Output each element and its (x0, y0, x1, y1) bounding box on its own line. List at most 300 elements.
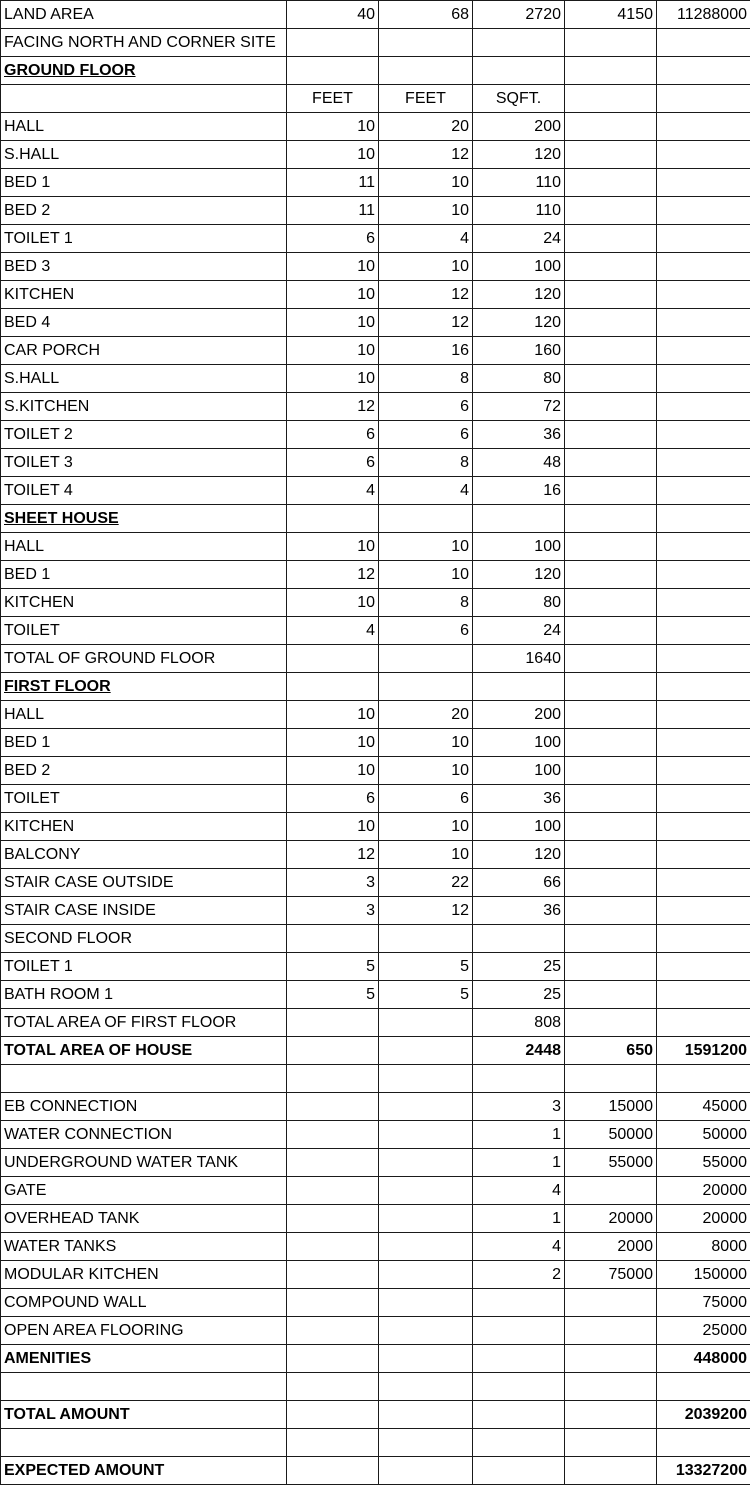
value-cell[interactable] (565, 1373, 657, 1401)
value-cell[interactable]: 120 (473, 309, 565, 337)
value-cell[interactable] (565, 1317, 657, 1345)
label-cell[interactable]: SECOND FLOOR (1, 925, 287, 953)
value-cell[interactable]: 1 (473, 1205, 565, 1233)
value-cell[interactable]: 5 (379, 981, 473, 1009)
value-cell[interactable] (379, 57, 473, 85)
value-cell[interactable] (287, 1121, 379, 1149)
value-cell[interactable]: 10 (287, 113, 379, 141)
value-cell[interactable]: 8 (379, 589, 473, 617)
value-cell[interactable] (565, 169, 657, 197)
value-cell[interactable]: 20 (379, 701, 473, 729)
value-cell[interactable] (287, 1065, 379, 1093)
value-cell[interactable]: 24 (473, 225, 565, 253)
value-cell[interactable]: 10 (379, 533, 473, 561)
value-cell[interactable] (565, 813, 657, 841)
value-cell[interactable] (657, 113, 750, 141)
label-cell[interactable]: KITCHEN (1, 813, 287, 841)
value-cell[interactable] (657, 477, 750, 505)
value-cell[interactable] (379, 1317, 473, 1345)
value-cell[interactable]: 72 (473, 393, 565, 421)
value-cell[interactable]: 10 (379, 253, 473, 281)
value-cell[interactable]: 120 (473, 841, 565, 869)
value-cell[interactable]: 22 (379, 869, 473, 897)
value-cell[interactable]: 11288000 (657, 1, 750, 29)
value-cell[interactable] (657, 533, 750, 561)
value-cell[interactable] (473, 1401, 565, 1429)
label-cell[interactable] (1, 1373, 287, 1401)
value-cell[interactable] (473, 29, 565, 57)
value-cell[interactable] (473, 673, 565, 701)
label-cell[interactable]: BED 1 (1, 729, 287, 757)
label-cell[interactable]: TOILET 1 (1, 953, 287, 981)
value-cell[interactable]: 12 (287, 393, 379, 421)
value-cell[interactable]: 12 (379, 309, 473, 337)
value-cell[interactable]: 50000 (565, 1121, 657, 1149)
value-cell[interactable] (657, 1429, 750, 1457)
label-cell[interactable]: TOTAL AMOUNT (1, 1401, 287, 1429)
value-cell[interactable]: 10 (287, 589, 379, 617)
value-cell[interactable]: 110 (473, 197, 565, 225)
value-cell[interactable] (657, 29, 750, 57)
label-cell[interactable]: HALL (1, 113, 287, 141)
value-cell[interactable]: 16 (379, 337, 473, 365)
value-cell[interactable] (379, 1289, 473, 1317)
value-cell[interactable] (657, 449, 750, 477)
label-cell[interactable]: BED 2 (1, 757, 287, 785)
value-cell[interactable]: 10 (379, 757, 473, 785)
value-cell[interactable] (565, 337, 657, 365)
value-cell[interactable] (379, 1457, 473, 1485)
value-cell[interactable] (287, 1233, 379, 1261)
value-cell[interactable] (379, 1037, 473, 1065)
value-cell[interactable]: 6 (379, 393, 473, 421)
value-cell[interactable] (565, 225, 657, 253)
value-cell[interactable] (565, 701, 657, 729)
value-cell[interactable]: 100 (473, 253, 565, 281)
value-cell[interactable] (287, 1037, 379, 1065)
label-cell[interactable]: FIRST FLOOR (1, 673, 287, 701)
value-cell[interactable]: 650 (565, 1037, 657, 1065)
value-cell[interactable]: 808 (473, 1009, 565, 1037)
value-cell[interactable] (287, 57, 379, 85)
value-cell[interactable] (657, 197, 750, 225)
label-cell[interactable]: MODULAR KITCHEN (1, 1261, 287, 1289)
header-cell[interactable]: FEET (287, 85, 379, 113)
value-cell[interactable]: 2039200 (657, 1401, 750, 1429)
value-cell[interactable]: 4 (473, 1177, 565, 1205)
value-cell[interactable] (379, 1345, 473, 1373)
value-cell[interactable] (287, 1149, 379, 1177)
label-cell[interactable]: TOILET (1, 617, 287, 645)
value-cell[interactable] (565, 1429, 657, 1457)
value-cell[interactable]: 8000 (657, 1233, 750, 1261)
value-cell[interactable]: 40 (287, 1, 379, 29)
value-cell[interactable]: 6 (287, 421, 379, 449)
value-cell[interactable] (657, 645, 750, 673)
value-cell[interactable]: 10 (379, 813, 473, 841)
value-cell[interactable] (565, 1345, 657, 1373)
value-cell[interactable]: 3 (287, 897, 379, 925)
value-cell[interactable]: 100 (473, 813, 565, 841)
value-cell[interactable] (565, 1289, 657, 1317)
value-cell[interactable] (287, 1093, 379, 1121)
value-cell[interactable]: 4 (473, 1233, 565, 1261)
value-cell[interactable] (657, 253, 750, 281)
value-cell[interactable]: 10 (287, 533, 379, 561)
value-cell[interactable] (565, 253, 657, 281)
value-cell[interactable]: 100 (473, 729, 565, 757)
value-cell[interactable] (379, 1121, 473, 1149)
value-cell[interactable]: 4 (287, 617, 379, 645)
value-cell[interactable]: 13327200 (657, 1457, 750, 1485)
value-cell[interactable] (565, 309, 657, 337)
label-cell[interactable] (1, 1429, 287, 1457)
value-cell[interactable] (565, 1457, 657, 1485)
value-cell[interactable]: 20 (379, 113, 473, 141)
value-cell[interactable] (565, 421, 657, 449)
value-cell[interactable] (287, 1373, 379, 1401)
header-cell[interactable]: SQFT. (473, 85, 565, 113)
value-cell[interactable] (379, 1065, 473, 1093)
value-cell[interactable]: 160 (473, 337, 565, 365)
value-cell[interactable]: 10 (379, 841, 473, 869)
value-cell[interactable] (657, 757, 750, 785)
label-cell[interactable]: BED 3 (1, 253, 287, 281)
value-cell[interactable]: 55000 (657, 1149, 750, 1177)
value-cell[interactable]: 448000 (657, 1345, 750, 1373)
label-cell[interactable]: OPEN AREA FLOORING (1, 1317, 287, 1345)
value-cell[interactable] (287, 925, 379, 953)
value-cell[interactable] (287, 1401, 379, 1429)
label-cell[interactable]: KITCHEN (1, 589, 287, 617)
value-cell[interactable] (565, 757, 657, 785)
value-cell[interactable]: 25 (473, 981, 565, 1009)
value-cell[interactable]: 6 (287, 449, 379, 477)
label-cell[interactable]: SHEET HOUSE (1, 505, 287, 533)
value-cell[interactable] (657, 673, 750, 701)
value-cell[interactable] (473, 925, 565, 953)
value-cell[interactable]: 25000 (657, 1317, 750, 1345)
value-cell[interactable] (287, 1205, 379, 1233)
value-cell[interactable]: 50000 (657, 1121, 750, 1149)
value-cell[interactable] (473, 1065, 565, 1093)
value-cell[interactable]: 11 (287, 169, 379, 197)
value-cell[interactable]: 150000 (657, 1261, 750, 1289)
value-cell[interactable] (565, 729, 657, 757)
value-cell[interactable]: 2 (473, 1261, 565, 1289)
value-cell[interactable]: 55000 (565, 1149, 657, 1177)
value-cell[interactable] (657, 981, 750, 1009)
value-cell[interactable]: 6 (379, 421, 473, 449)
value-cell[interactable] (657, 505, 750, 533)
value-cell[interactable] (657, 337, 750, 365)
value-cell[interactable] (379, 673, 473, 701)
label-cell[interactable]: EB CONNECTION (1, 1093, 287, 1121)
value-cell[interactable]: 20000 (565, 1205, 657, 1233)
value-cell[interactable] (657, 393, 750, 421)
value-cell[interactable] (565, 785, 657, 813)
value-cell[interactable]: 10 (379, 197, 473, 225)
value-cell[interactable] (565, 1065, 657, 1093)
value-cell[interactable] (565, 673, 657, 701)
value-cell[interactable] (657, 421, 750, 449)
value-cell[interactable] (657, 813, 750, 841)
value-cell[interactable]: 12 (287, 561, 379, 589)
label-cell[interactable]: CAR PORCH (1, 337, 287, 365)
value-cell[interactable] (473, 1373, 565, 1401)
value-cell[interactable] (379, 1373, 473, 1401)
value-cell[interactable] (565, 869, 657, 897)
label-cell[interactable]: HALL (1, 533, 287, 561)
label-cell[interactable]: BED 1 (1, 561, 287, 589)
value-cell[interactable]: 10 (379, 729, 473, 757)
label-cell[interactable]: HALL (1, 701, 287, 729)
value-cell[interactable]: 3 (287, 869, 379, 897)
value-cell[interactable]: 12 (287, 841, 379, 869)
value-cell[interactable]: 10 (287, 729, 379, 757)
label-cell[interactable] (1, 1065, 287, 1093)
value-cell[interactable] (379, 1149, 473, 1177)
value-cell[interactable]: 48 (473, 449, 565, 477)
value-cell[interactable] (287, 1317, 379, 1345)
value-cell[interactable]: 3 (473, 1093, 565, 1121)
value-cell[interactable]: 6 (379, 617, 473, 645)
value-cell[interactable] (287, 673, 379, 701)
value-cell[interactable] (473, 1457, 565, 1485)
value-cell[interactable] (565, 589, 657, 617)
value-cell[interactable]: 2000 (565, 1233, 657, 1261)
value-cell[interactable] (565, 365, 657, 393)
label-cell[interactable]: STAIR CASE OUTSIDE (1, 869, 287, 897)
value-cell[interactable]: 120 (473, 281, 565, 309)
value-cell[interactable] (379, 645, 473, 673)
value-cell[interactable]: 12 (379, 141, 473, 169)
value-cell[interactable]: 80 (473, 365, 565, 393)
value-cell[interactable] (379, 1177, 473, 1205)
label-cell[interactable]: TOILET (1, 785, 287, 813)
value-cell[interactable] (657, 281, 750, 309)
value-cell[interactable] (657, 617, 750, 645)
value-cell[interactable]: 1 (473, 1121, 565, 1149)
label-cell[interactable]: BED 1 (1, 169, 287, 197)
value-cell[interactable]: 36 (473, 785, 565, 813)
value-cell[interactable]: 25 (473, 953, 565, 981)
value-cell[interactable] (657, 169, 750, 197)
value-cell[interactable] (287, 645, 379, 673)
value-cell[interactable] (657, 953, 750, 981)
value-cell[interactable] (565, 617, 657, 645)
value-cell[interactable] (473, 1317, 565, 1345)
label-cell[interactable]: WATER CONNECTION (1, 1121, 287, 1149)
value-cell[interactable]: 4 (287, 477, 379, 505)
value-cell[interactable] (565, 57, 657, 85)
label-cell[interactable]: GROUND FLOOR (1, 57, 287, 85)
value-cell[interactable] (657, 561, 750, 589)
value-cell[interactable] (657, 701, 750, 729)
label-cell[interactable]: UNDERGROUND WATER TANK (1, 1149, 287, 1177)
value-cell[interactable] (565, 953, 657, 981)
value-cell[interactable]: 16 (473, 477, 565, 505)
value-cell[interactable]: 36 (473, 897, 565, 925)
value-cell[interactable]: 11 (287, 197, 379, 225)
value-cell[interactable] (657, 841, 750, 869)
value-cell[interactable] (287, 1457, 379, 1485)
value-cell[interactable] (565, 477, 657, 505)
label-cell[interactable]: TOILET 4 (1, 477, 287, 505)
header-cell[interactable] (565, 85, 657, 113)
value-cell[interactable] (657, 57, 750, 85)
value-cell[interactable]: 10 (287, 813, 379, 841)
value-cell[interactable]: 75000 (657, 1289, 750, 1317)
value-cell[interactable] (657, 309, 750, 337)
value-cell[interactable] (379, 1429, 473, 1457)
value-cell[interactable] (565, 29, 657, 57)
value-cell[interactable] (379, 1205, 473, 1233)
label-cell[interactable]: S.KITCHEN (1, 393, 287, 421)
label-cell[interactable]: S.HALL (1, 141, 287, 169)
value-cell[interactable] (657, 1009, 750, 1037)
value-cell[interactable]: 10 (379, 561, 473, 589)
value-cell[interactable]: 10 (287, 701, 379, 729)
value-cell[interactable]: 45000 (657, 1093, 750, 1121)
value-cell[interactable]: 10 (287, 253, 379, 281)
value-cell[interactable]: 20000 (657, 1205, 750, 1233)
value-cell[interactable]: 8 (379, 449, 473, 477)
value-cell[interactable] (657, 589, 750, 617)
value-cell[interactable] (565, 141, 657, 169)
value-cell[interactable] (287, 1009, 379, 1037)
value-cell[interactable]: 5 (379, 953, 473, 981)
label-cell[interactable]: OVERHEAD TANK (1, 1205, 287, 1233)
value-cell[interactable]: 120 (473, 561, 565, 589)
value-cell[interactable]: 200 (473, 701, 565, 729)
label-cell[interactable]: BALCONY (1, 841, 287, 869)
value-cell[interactable] (657, 1373, 750, 1401)
value-cell[interactable] (565, 505, 657, 533)
value-cell[interactable] (657, 1065, 750, 1093)
value-cell[interactable]: 110 (473, 169, 565, 197)
value-cell[interactable]: 68 (379, 1, 473, 29)
value-cell[interactable] (379, 505, 473, 533)
label-cell[interactable]: BED 4 (1, 309, 287, 337)
value-cell[interactable] (379, 1093, 473, 1121)
value-cell[interactable]: 5 (287, 981, 379, 1009)
value-cell[interactable] (657, 869, 750, 897)
value-cell[interactable]: 75000 (565, 1261, 657, 1289)
value-cell[interactable]: 10 (287, 281, 379, 309)
value-cell[interactable] (657, 141, 750, 169)
value-cell[interactable]: 1 (473, 1149, 565, 1177)
value-cell[interactable]: 8 (379, 365, 473, 393)
label-cell[interactable]: FACING NORTH AND CORNER SITE (1, 29, 287, 57)
value-cell[interactable]: 66 (473, 869, 565, 897)
value-cell[interactable]: 10 (287, 141, 379, 169)
label-cell[interactable]: LAND AREA (1, 1, 287, 29)
value-cell[interactable] (379, 1401, 473, 1429)
label-cell[interactable]: KITCHEN (1, 281, 287, 309)
label-cell[interactable]: TOILET 1 (1, 225, 287, 253)
value-cell[interactable]: 4 (379, 477, 473, 505)
value-cell[interactable] (565, 1009, 657, 1037)
value-cell[interactable]: 6 (379, 785, 473, 813)
value-cell[interactable] (565, 981, 657, 1009)
value-cell[interactable] (287, 1261, 379, 1289)
value-cell[interactable] (565, 393, 657, 421)
label-cell[interactable]: COMPOUND WALL (1, 1289, 287, 1317)
header-cell[interactable]: FEET (379, 85, 473, 113)
label-cell[interactable]: TOTAL AREA OF HOUSE (1, 1037, 287, 1065)
value-cell[interactable]: 10 (287, 309, 379, 337)
value-cell[interactable]: 10 (287, 365, 379, 393)
label-cell[interactable]: WATER TANKS (1, 1233, 287, 1261)
value-cell[interactable]: 12 (379, 897, 473, 925)
value-cell[interactable]: 100 (473, 533, 565, 561)
value-cell[interactable] (379, 925, 473, 953)
value-cell[interactable] (473, 1289, 565, 1317)
value-cell[interactable] (287, 505, 379, 533)
value-cell[interactable] (565, 1177, 657, 1205)
value-cell[interactable] (379, 1009, 473, 1037)
value-cell[interactable] (473, 505, 565, 533)
value-cell[interactable] (565, 561, 657, 589)
value-cell[interactable] (379, 29, 473, 57)
value-cell[interactable]: 100 (473, 757, 565, 785)
value-cell[interactable]: 5 (287, 953, 379, 981)
value-cell[interactable]: 15000 (565, 1093, 657, 1121)
label-cell[interactable]: AMENITIES (1, 1345, 287, 1373)
value-cell[interactable] (379, 1261, 473, 1289)
value-cell[interactable]: 12 (379, 281, 473, 309)
value-cell[interactable]: 4 (379, 225, 473, 253)
value-cell[interactable] (473, 1345, 565, 1373)
value-cell[interactable]: 200 (473, 113, 565, 141)
value-cell[interactable]: 1640 (473, 645, 565, 673)
value-cell[interactable] (473, 57, 565, 85)
value-cell[interactable] (565, 449, 657, 477)
value-cell[interactable] (473, 1429, 565, 1457)
value-cell[interactable]: 6 (287, 225, 379, 253)
value-cell[interactable]: 2720 (473, 1, 565, 29)
value-cell[interactable] (657, 897, 750, 925)
label-cell[interactable]: STAIR CASE INSIDE (1, 897, 287, 925)
value-cell[interactable]: 2448 (473, 1037, 565, 1065)
label-cell[interactable]: TOTAL AREA OF FIRST FLOOR (1, 1009, 287, 1037)
value-cell[interactable]: 10 (287, 757, 379, 785)
label-cell[interactable]: TOILET 2 (1, 421, 287, 449)
label-cell[interactable]: EXPECTED AMOUNT (1, 1457, 287, 1485)
value-cell[interactable] (657, 225, 750, 253)
value-cell[interactable] (287, 29, 379, 57)
value-cell[interactable]: 120 (473, 141, 565, 169)
value-cell[interactable] (287, 1289, 379, 1317)
value-cell[interactable]: 80 (473, 589, 565, 617)
value-cell[interactable] (565, 281, 657, 309)
label-cell[interactable]: TOILET 3 (1, 449, 287, 477)
value-cell[interactable]: 20000 (657, 1177, 750, 1205)
label-cell[interactable]: S.HALL (1, 365, 287, 393)
value-cell[interactable] (565, 113, 657, 141)
value-cell[interactable] (565, 897, 657, 925)
label-cell[interactable] (1, 85, 287, 113)
value-cell[interactable] (287, 1429, 379, 1457)
value-cell[interactable] (657, 365, 750, 393)
label-cell[interactable]: BATH ROOM 1 (1, 981, 287, 1009)
value-cell[interactable]: 10 (379, 169, 473, 197)
value-cell[interactable]: 6 (287, 785, 379, 813)
value-cell[interactable]: 4150 (565, 1, 657, 29)
value-cell[interactable] (657, 729, 750, 757)
value-cell[interactable]: 1591200 (657, 1037, 750, 1065)
